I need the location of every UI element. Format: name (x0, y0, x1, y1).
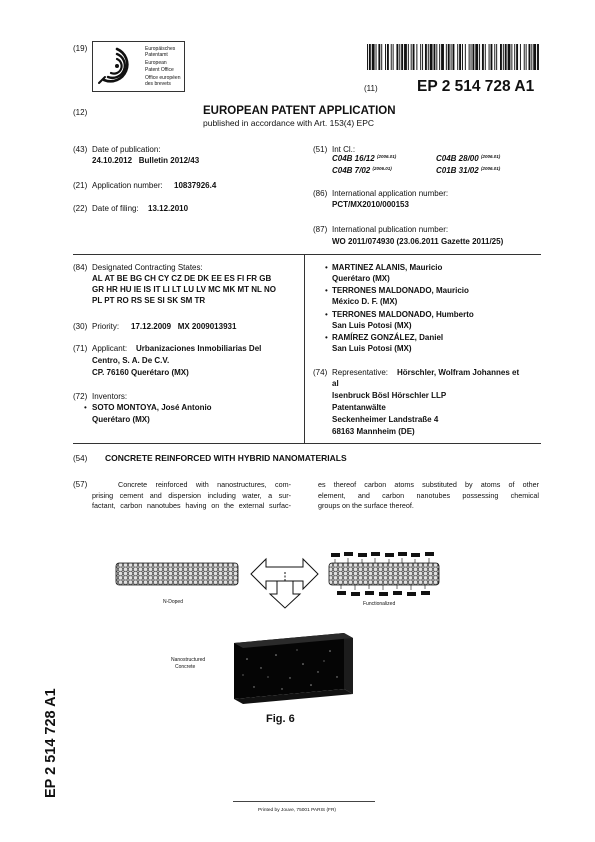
barcode-bar (391, 44, 392, 70)
inid-code-51: (51) (313, 145, 328, 154)
bullet: • (325, 310, 328, 319)
representative-label: Representative: (332, 368, 389, 377)
barcode-bar (420, 44, 421, 70)
invention-title: CONCRETE REINFORCED WITH HYBRID NANOMATERIALS (105, 453, 347, 463)
epo-logo-icon (95, 43, 139, 89)
barcode-bar (451, 44, 452, 70)
functionalized-label: Functionalized (363, 601, 396, 607)
barcode-bar (411, 44, 412, 70)
barcode-bar (457, 44, 458, 70)
bullet: • (325, 286, 328, 295)
inid-code-12: (12) (73, 108, 88, 117)
inid-code-74: (74) (313, 368, 328, 377)
applicant-name: Urbanizaciones Inmobiliarias Del (136, 344, 262, 353)
bullet: • (84, 403, 87, 412)
barcode-bar (434, 44, 436, 70)
inid-code-19: (19) (73, 44, 88, 53)
concrete-label-line2: Concrete (175, 664, 196, 670)
barcode-bar (446, 44, 447, 70)
applicant-label: Applicant: (92, 344, 128, 353)
functionalized-nanotube (329, 552, 439, 596)
office-name-line: Office européen (145, 74, 181, 81)
divider-vertical (304, 254, 305, 443)
barcode-bar (472, 44, 474, 70)
divider-bottom (73, 443, 541, 444)
barcode-bar (367, 44, 368, 70)
barcode-bar (387, 44, 389, 70)
footer-rule (233, 801, 375, 802)
abstract-left-column: Concrete reinforced with nanostructures, com- prising cement and dispersion including water, a sur- factant, carbon nanotubes having on the external surfac- (92, 480, 291, 510)
barcode-bar (508, 44, 511, 70)
barcode-bar (413, 44, 415, 70)
ipc-class: C01B 31/02 $^{(2006.01)}$ (436, 166, 501, 175)
barcode-bar (381, 44, 382, 70)
barcode-bar (428, 44, 429, 70)
office-name-line: Patent Office (145, 66, 174, 73)
application-number-label: Application number: (92, 181, 163, 190)
inid-code-30: (30) (73, 322, 88, 331)
nanostructured-concrete-block (234, 633, 353, 704)
inid-code-84: (84) (73, 263, 88, 272)
concrete-label-line1: Nanostructured (171, 657, 206, 663)
barcode-bar (401, 44, 403, 70)
intl-publication-label: International publication number: (332, 225, 449, 234)
barcode-bar (462, 44, 463, 70)
barcode-bar (496, 44, 497, 70)
barcode (367, 44, 539, 70)
office-name-line: European (145, 60, 167, 67)
barcode-bar (376, 44, 377, 70)
barcode-bar (524, 44, 525, 70)
barcode-bar (441, 44, 444, 70)
n-doped-label: N-Doped (162, 599, 184, 605)
barcode-bar (511, 44, 512, 70)
barcode-bar (471, 44, 472, 70)
priority-value: 17.12.2009 MX 2009013931 (131, 322, 237, 331)
barcode-bar (482, 44, 484, 70)
inventor-location: San Luis Potosi (MX) (332, 344, 412, 353)
inid-code-22: (22) (73, 204, 88, 213)
representative-firm-type: Patentanwälte (332, 403, 386, 412)
priority-label: Priority: (92, 322, 120, 331)
barcode-bar (422, 44, 423, 70)
barcode-bar (378, 44, 380, 70)
inventor-name: TERRONES MALDONADO, Mauricio (332, 286, 469, 295)
office-name-line: des brevets (145, 81, 171, 88)
barcode-bar (516, 44, 518, 70)
barcode-bar (533, 44, 536, 70)
barcode-bar (526, 44, 527, 70)
barcode-bar (514, 44, 515, 70)
inventor-name: MARTINEZ ALANIS, Mauricio (332, 263, 443, 272)
inventor-location: México D. F. (MX) (332, 297, 398, 306)
barcode-bar (494, 44, 495, 70)
inid-code-11: (11) (364, 84, 378, 93)
intl-publication-value: WO 2011/074930 (23.06.2011 Gazette 2011/25) (332, 237, 504, 246)
applicant-address: CP. 76160 Querétaro (MX) (92, 368, 189, 377)
office-name-line: Europäisches (145, 46, 176, 52)
inid-code-87: (87) (313, 225, 328, 234)
barcode-bar (453, 44, 455, 70)
barcode-bar (500, 44, 502, 70)
inid-code-43: (43) (73, 145, 88, 154)
barcode-bar (520, 44, 521, 70)
barcode-bar (489, 44, 490, 70)
inventor-name: TERRONES MALDONADO, Humberto (332, 310, 474, 319)
document-subtitle: published in accordance with Art. 153(4) EPC (203, 118, 375, 128)
barcode-bar (393, 44, 394, 70)
barcode-bar (430, 44, 433, 70)
filing-date-value: 13.12.2010 (148, 204, 189, 213)
designated-states-list: AL AT BE BG CH CY CZ DE DK EE ES FI FR GB GR HR HU IE IS IT LI LT LU LV MC MK MT NL NO PL PT RO RS SE SI SK SM TR (92, 274, 276, 305)
inid-code-57: (57) (73, 480, 88, 489)
epo-logo-box (92, 41, 185, 92)
barcode-bar (529, 44, 531, 70)
office-name-line: Patentamt (145, 52, 168, 59)
inid-code-72: (72) (73, 392, 88, 401)
barcode-bar (491, 44, 493, 70)
inventor-name: RAMÍREZ GONZÁLEZ, Daniel (332, 333, 444, 342)
publication-date-value: 24.10.2012 Bulletin 2012/43 (92, 156, 200, 165)
barcode-bar (469, 44, 470, 70)
barcode-bar (416, 44, 417, 70)
representative-name-cont: al (332, 379, 339, 388)
inid-code-54: (54) (73, 454, 88, 463)
inid-code-71: (71) (73, 344, 88, 353)
inid-code-21: (21) (73, 181, 88, 190)
barcode-bar (459, 44, 461, 70)
inid-code-86: (86) (313, 189, 328, 198)
barcode-bar (396, 44, 398, 70)
barcode-bar (385, 44, 386, 70)
barcode-bar (369, 44, 371, 70)
document-type: EUROPEAN PATENT APPLICATION (203, 105, 396, 117)
intl-application-value: PCT/MX2010/000153 (332, 200, 409, 209)
branching-arrows-icon (251, 559, 318, 608)
barcode-bar (399, 44, 400, 70)
ipc-class: C04B 16/12 $^{(2006.01)}$ (332, 154, 397, 163)
barcode-bar (531, 44, 532, 70)
figure-caption: Fig. 6 (266, 713, 295, 725)
n-doped-nanotube (116, 563, 238, 585)
bullet: • (325, 263, 328, 272)
representative-firm: Isenbruck Bösl Hörschler LLP (332, 391, 447, 400)
barcode-bar (425, 44, 427, 70)
barcode-bar (448, 44, 450, 70)
barcode-bar (404, 44, 407, 70)
figure-6 (113, 537, 443, 727)
barcode-bar (505, 44, 507, 70)
barcode-bar (372, 44, 375, 70)
barcode-bar (475, 44, 478, 70)
printer-note: Printed by Jouve, 75001 PARIS (FR) (258, 808, 337, 813)
inventor-location: San Luis Potosi (MX) (332, 321, 412, 330)
inventors-label: Inventors: (92, 392, 128, 401)
representative-city: 68163 Mannheim (DE) (332, 427, 415, 436)
barcode-bar (537, 44, 539, 70)
representative-street: Seckenheimer Landstraße 4 (332, 415, 439, 424)
publication-number: EP 2 514 728 A1 (417, 78, 535, 95)
barcode-bar (436, 44, 437, 70)
divider-top (73, 254, 541, 255)
inventor-name: SOTO MONTOYA, José Antonio (92, 403, 212, 412)
applicant-name-cont: Centro, S. A. De C.V. (92, 356, 170, 365)
filing-date-label: Date of filing: (92, 204, 139, 213)
barcode-bar (439, 44, 440, 70)
application-number-value: 10837926.4 (174, 181, 217, 190)
publication-date-label: Date of publication: (92, 145, 161, 154)
inventor-location: Querétaro (MX) (332, 274, 390, 283)
barcode-bar (503, 44, 504, 70)
barcode-bar (479, 44, 480, 70)
barcode-bar (408, 44, 409, 70)
representative-name: Hörschler, Wolfram Johannes et (397, 368, 520, 377)
designated-states-label: Designated Contracting States: (92, 263, 203, 272)
barcode-bar (485, 44, 486, 70)
barcode-bar (465, 44, 466, 70)
ipc-class: C04B 28/00 $^{(2006.01)}$ (436, 154, 501, 163)
ipc-class: C04B 7/02 $^{(2006.01)}$ (332, 166, 392, 175)
side-publication-number: EP 2 514 728 A1 (43, 688, 59, 798)
bullet: • (325, 333, 328, 342)
int-cl-label: Int Cl.: (332, 145, 356, 154)
inventor-location: Querétaro (MX) (92, 415, 150, 424)
abstract-right-column: es thereof carbon atoms substituted by atoms of other element, and carbon nanotubes possessing chemical groups on the surface thereof. (318, 480, 539, 510)
intl-application-label: International application number: (332, 189, 449, 198)
